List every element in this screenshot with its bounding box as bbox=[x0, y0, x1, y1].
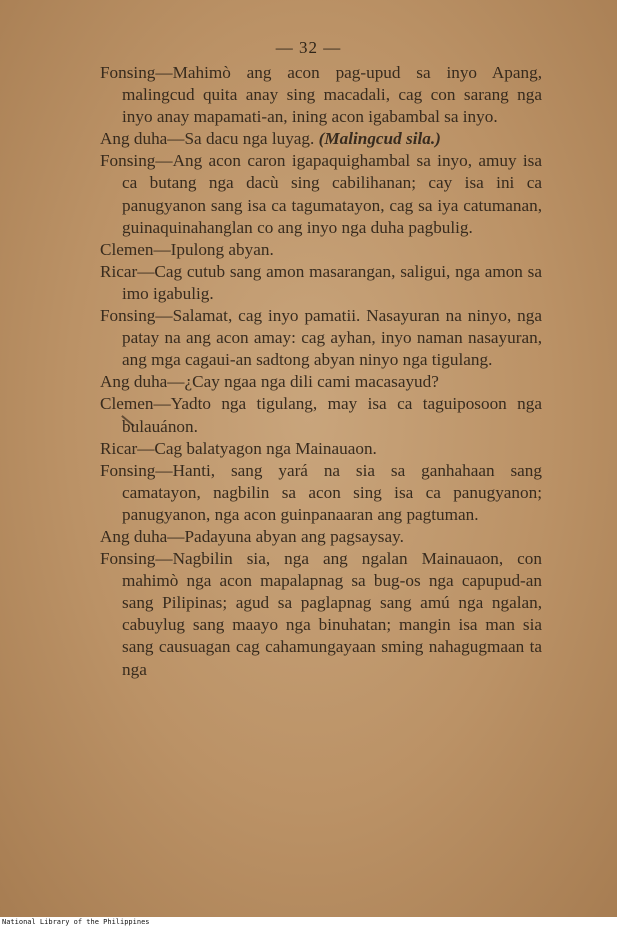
line-text: Yadto nga tigulang, may isa ca taguiposoon nga bulauánon. bbox=[122, 394, 542, 436]
library-credit: National Library of the Philippines bbox=[2, 918, 150, 926]
speaker-name: Clemen— bbox=[100, 394, 171, 414]
dialogue-line bbox=[100, 438, 542, 460]
speaker-name: Ang duha— bbox=[100, 129, 185, 149]
speaker-name: Ang duha— bbox=[100, 372, 185, 392]
stage-direction: (Malingcud sila.) bbox=[318, 129, 441, 149]
dialogue-line bbox=[100, 371, 542, 393]
speaker-name: Fonsing— bbox=[100, 549, 173, 569]
dialogue-line bbox=[100, 526, 542, 548]
speaker-name: Fonsing— bbox=[100, 63, 173, 82]
line-text: Padayuna abyan ang pagsaysay. bbox=[184, 526, 404, 546]
line-text: Cag balatyagon nga Mainauaon. bbox=[154, 438, 377, 458]
dialogue-text bbox=[100, 62, 542, 681]
dialogue-line bbox=[100, 305, 542, 371]
dialogue-line bbox=[100, 128, 542, 150]
line-text: Hanti, sang yará na sia sa ganhahaan sang camatayon, nagbilin sa acon sing isa ca panugyanon; panugyanon, nga acon guinpanaaran ang pagtuman. bbox=[122, 460, 542, 524]
line-text: Nagbilin sia, nga ang ngalan Mainauaon, con mahimò nga acon mapalapnag sa bug-os nga capupud-an sang Pilipinas; agud sa paglapnag sang amú nga ngalan, cabuylug sang maayo nga binuhatan; mangin isa man sia sang causuagan cag cahamungayaan sming nahagugmaan ta nga bbox=[122, 549, 542, 679]
speaker-name: Fonsing— bbox=[100, 151, 173, 171]
dialogue-line bbox=[100, 460, 542, 526]
speaker-name: Ang duha— bbox=[100, 526, 185, 546]
dialogue-line bbox=[100, 150, 542, 238]
page-number: — 32 — bbox=[275, 38, 342, 57]
line-text: ¿Cay ngaa nga dili cami macasayud? bbox=[184, 372, 439, 392]
dialogue-line bbox=[100, 393, 542, 437]
speaker-name: Fonsing— bbox=[100, 306, 173, 326]
speaker-name: Fonsing— bbox=[100, 460, 173, 480]
line-text: Ang acon caron igapaquighambal sa inyo, amuy isa ca butang nga dacù sing cabilihanan; cay isa ini ca panugyanon sang isa ca tagumatayon, cag sa iya catumanan, guinaquinahanglan co ang inyo nga duha pagbulig. bbox=[122, 151, 542, 237]
line-text: Sa dacu nga luyag. bbox=[184, 129, 319, 149]
dialogue-line bbox=[100, 548, 542, 681]
line-text: Mahimò ang acon pag-upud sa inyo Apang, malingcud quita anay sing macadali, cag con sarang nga inyo anay mapamati-an, ining acon igabambal sa inyo. bbox=[122, 63, 542, 127]
speaker-name: Ricar— bbox=[100, 438, 155, 458]
line-text: Ipulong abyan. bbox=[170, 239, 274, 259]
line-text: Cag cutub sang amon masarangan, saligui, nga amon sa imo igabulig. bbox=[122, 261, 542, 303]
speaker-name: Ricar— bbox=[100, 261, 155, 281]
line-text: Salamat, cag inyo pamatii. Nasayuran na ninyo, nga patay na ang acon amay: cag ayhan, inyo naman nasayuran, ang mga cagaui-an sadtong abyan ninyo nga tigulang. bbox=[122, 306, 542, 370]
dialogue-line bbox=[100, 261, 542, 305]
speaker-name: Clemen— bbox=[100, 239, 171, 259]
dialogue-line bbox=[100, 239, 542, 261]
dialogue-line bbox=[100, 62, 542, 128]
